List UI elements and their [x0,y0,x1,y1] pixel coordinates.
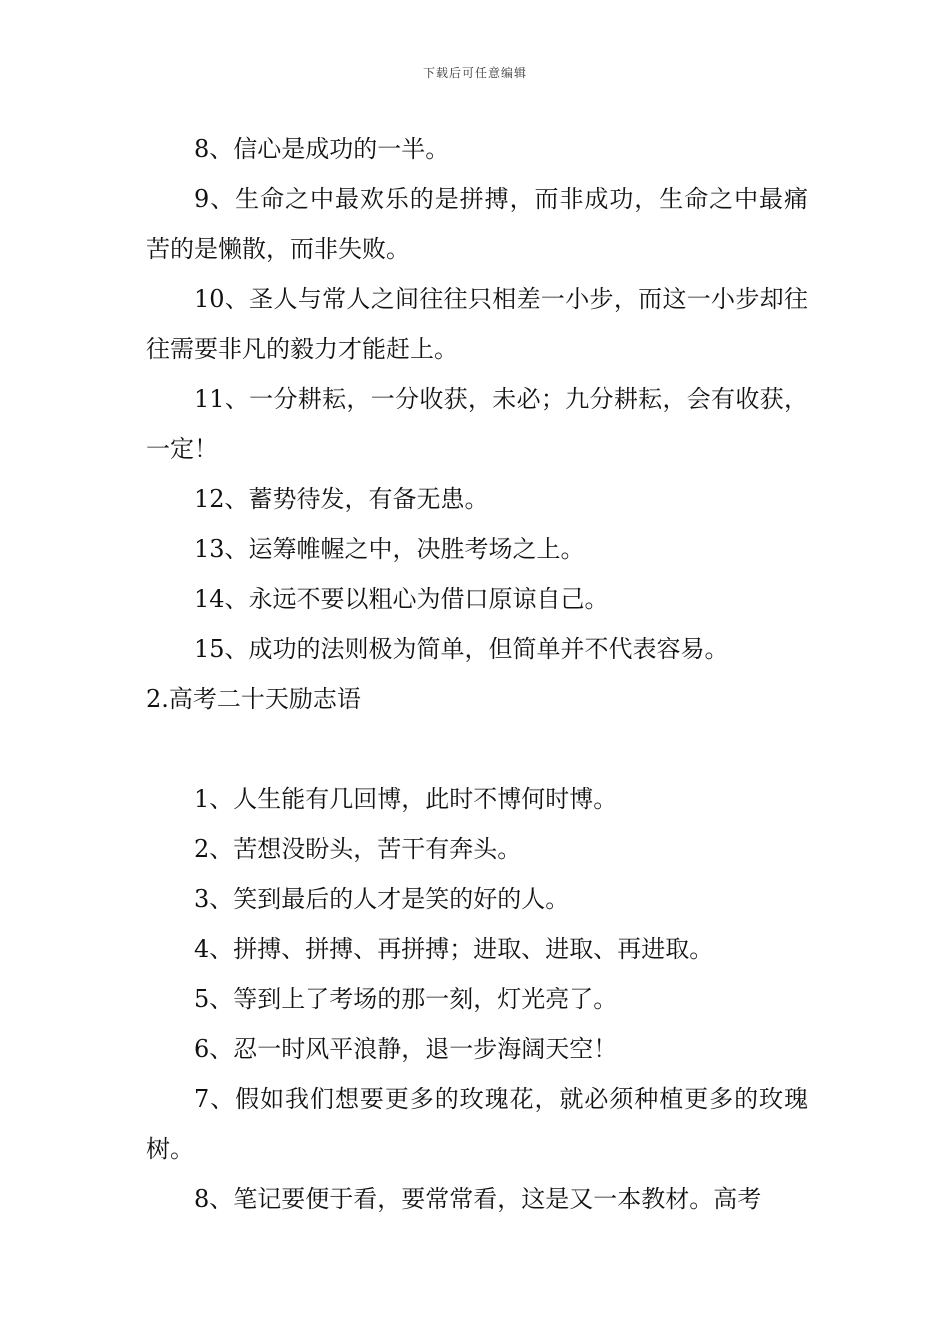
list-item: 6、忍一时风平浪静，退一步海阔天空！ [194,1035,618,1063]
section-heading: 2.高考二十天励志语 [146,685,361,713]
list-item: 11、一分耕耘，一分收获，未必；九分耕耘，会有收获，一定！ [146,385,808,463]
list-item: 9、生命之中最欢乐的是拼搏，而非成功，生命之中最痛苦的是懒散，而非失败。 [146,185,808,263]
document-body [146,124,808,1224]
list-item: 15、成功的法则极为简单，但简单并不代表容易。 [194,635,729,663]
list-item: 3、笑到最后的人才是笑的好的人。 [194,885,570,913]
list-item: 14、永远不要以粗心为借口原谅自己。 [194,585,609,613]
blank-line [146,724,808,774]
list-item: 2、苦想没盼头，苦干有奔头。 [194,835,522,863]
list-item: 4、拼搏、拼搏、再拼搏；进取、进取、再进取。 [194,935,714,963]
list-item: 8、笔记要便于看，要常常看，这是又一本教材。高考 [194,1185,762,1213]
list-item: 5、等到上了考场的那一刻，灯光亮了。 [194,985,618,1013]
list-item: 10、圣人与常人之间往往只相差一小步，而这一小步却往往需要非凡的毅力才能赶上。 [146,285,808,363]
list-item: 12、蓄势待发，有备无患。 [194,485,489,513]
list-item: 1、人生能有几回博，此时不博何时博。 [194,785,618,813]
page-header-note: 下载后可任意编辑 [422,66,527,80]
list-item: 13、运筹帷幄之中，决胜考场之上。 [194,535,585,563]
list-item: 7、假如我们想要更多的玫瑰花，就必须种植更多的玫瑰树。 [146,1085,808,1163]
list-item: 8、信心是成功的一半。 [194,135,450,163]
